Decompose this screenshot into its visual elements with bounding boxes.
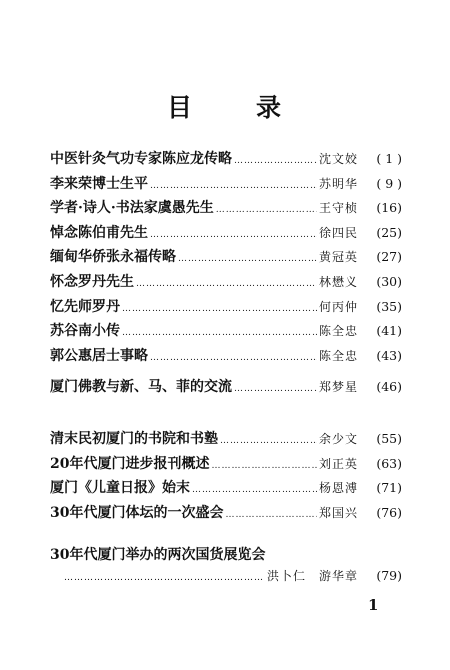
leader-dots (122, 304, 317, 314)
toc-entry[interactable] (50, 345, 402, 370)
toc-entry-title: 厦门《儿童日报》始末 (50, 480, 190, 497)
toc-entry-title: 清末民初厦门的书院和书塾 (50, 431, 218, 447)
toc-entry-page: (30) (376, 273, 402, 289)
toc-entry-title: 20年代厦门进步报刊概述 (50, 455, 210, 472)
toc-section-buddhism (50, 376, 402, 401)
toc-section-exhibition (50, 543, 402, 591)
leader-dots (178, 254, 317, 264)
toc-entry[interactable] (50, 502, 402, 527)
toc-entry-page: (76) (376, 504, 402, 520)
toc-entry-title: 忆先师罗丹 (50, 298, 120, 315)
toc-entry-title: 学者·诗人·书法家虞愚先生 (50, 200, 214, 217)
toc-entry-author: 刘正英 (318, 456, 358, 471)
leader-dots (234, 156, 317, 166)
toc-entry-author: 余少文 (318, 432, 358, 446)
toc-entry-page: (41) (376, 323, 402, 339)
toc-entry-page: (71) (376, 480, 402, 496)
leader-dots (64, 573, 263, 583)
toc-entry-title: 中医针灸气功专家陈应龙传略 (50, 151, 232, 167)
toc-entry[interactable] (50, 148, 402, 173)
toc-entry[interactable] (50, 376, 402, 401)
leader-dots (234, 384, 317, 394)
toc-entry-page: ( 9 ) (376, 175, 402, 191)
toc-entry-author: 苏明华 (318, 176, 358, 191)
leader-dots (225, 510, 317, 520)
toc-entry[interactable] (50, 453, 402, 478)
leader-dots (150, 353, 317, 363)
toc-entry[interactable] (50, 271, 402, 296)
toc-entry-author: 林懋义 (318, 274, 358, 289)
toc-entry-author: 徐四民 (318, 225, 358, 240)
toc-entry-line (50, 567, 402, 591)
toc-entry-page: (46) (376, 379, 402, 394)
leader-dots (220, 436, 317, 446)
toc-entry-author: 王守桢 (318, 201, 358, 216)
toc-entry-title: 郭公惠居士事略 (50, 347, 148, 364)
toc-entry-page: ( 1 ) (376, 151, 402, 166)
toc-entry[interactable] (50, 246, 402, 271)
toc-entry[interactable] (50, 222, 402, 247)
toc-entry[interactable] (50, 197, 402, 222)
toc-entry-page: (35) (376, 298, 402, 314)
toc-entry-page: (27) (376, 249, 402, 265)
toc-entry-page: (79) (376, 568, 402, 583)
toc-entry-title: 30年代厦门体坛的一次盛会 (50, 504, 224, 521)
toc-section-education-press (50, 428, 402, 526)
toc-entry-title: 缅甸华侨张永福传略 (50, 249, 176, 266)
toc-entry[interactable] (50, 428, 402, 453)
toc-entry-title: 悼念陈伯甫先生 (50, 224, 148, 241)
toc-entry[interactable] (50, 173, 402, 198)
toc-entry[interactable] (50, 477, 402, 502)
toc-entry-author: 黄冠英 (318, 250, 358, 265)
toc-entry-author: 陈全忠 (318, 324, 358, 339)
toc-entry-page: (25) (376, 224, 402, 240)
toc-entry-page: (16) (376, 200, 402, 216)
leader-dots (136, 279, 317, 289)
toc-entry-title: 李来荣博士生平 (50, 175, 148, 192)
toc-entry-author: 陈全忠 (318, 348, 358, 363)
toc-entry-title: 厦门佛教与新、马、菲的交流 (50, 379, 232, 395)
title-char-1: 目 (166, 93, 194, 122)
toc-entry-author: 何丙仲 (318, 299, 358, 314)
leader-dots (150, 181, 317, 191)
toc-entry-author: 沈文姣 (318, 152, 358, 166)
leader-dots (216, 205, 317, 215)
page-title (0, 88, 450, 124)
toc-entry-author: 杨恩溥 (318, 481, 358, 496)
toc-entry-title: 苏谷南小传 (50, 323, 120, 340)
leader-dots (192, 485, 317, 495)
toc-entry-title: 怀念罗丹先生 (50, 273, 134, 290)
leader-dots (122, 328, 317, 338)
toc-entry-authors: 洪卜仁 游华章 (266, 569, 358, 583)
leader-dots (211, 461, 317, 471)
toc-entry-page: (55) (376, 431, 402, 446)
toc-entry[interactable] (50, 296, 402, 321)
toc-entry-page: (63) (376, 455, 402, 471)
toc-entry-title[interactable]: 30年代厦门举办的两次国货展览会 (50, 547, 266, 563)
toc-entry-author: 郑梦星 (318, 380, 358, 394)
title-char-2: 录 (256, 93, 284, 122)
toc-entry-page: (43) (376, 347, 402, 363)
toc-section-biographies (50, 148, 402, 369)
page-number: 1 (368, 596, 379, 614)
toc-entry-author: 郑国兴 (318, 505, 358, 520)
toc-entry[interactable] (50, 320, 402, 345)
leader-dots (150, 230, 317, 240)
